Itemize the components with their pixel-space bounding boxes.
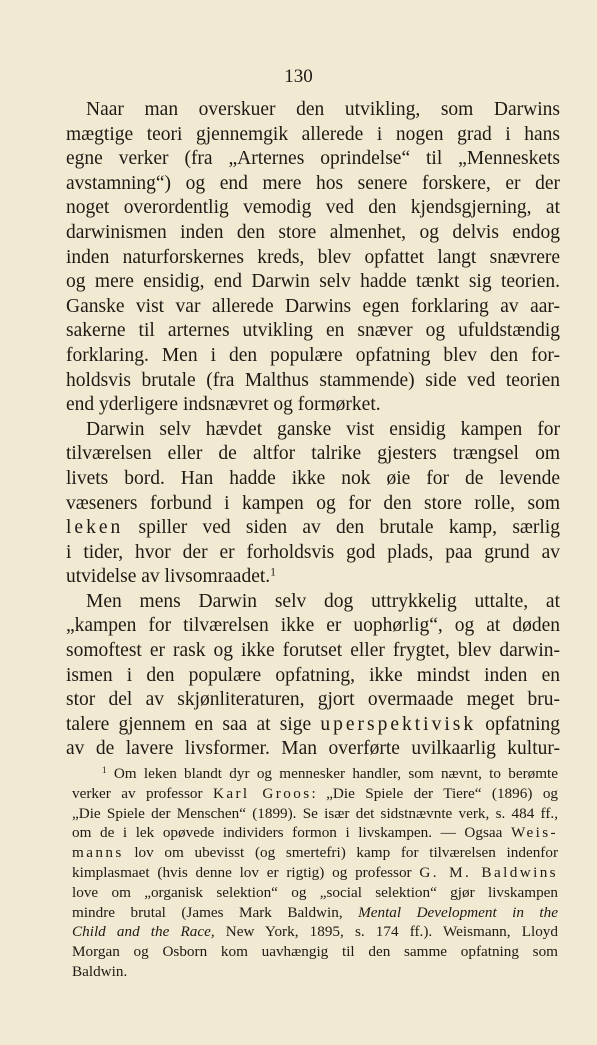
text-line: og mere ensidig, end Darwin selv hadde tænkt sig teorien. <box>66 271 560 293</box>
text-line: somoftest er rask og ikke forutset eller frygtet, blev darwin- <box>66 640 560 662</box>
text-line: egne verker (fra „Arternes oprindelse“ til „Menneskets <box>66 148 560 170</box>
footnote-line <box>72 863 558 883</box>
footnote-line <box>72 784 558 804</box>
text-line: „kampen for tilværelsen ikke er uophørlig“, og at døden <box>66 615 560 637</box>
footnote-line <box>72 903 558 923</box>
footnote <box>72 764 558 982</box>
text-line: ismen i den populære opfatning, ikke mindst inden en <box>66 664 560 686</box>
text-line <box>66 516 560 541</box>
footnote-line: love om „organisk selektion“ og „social selektion“ gjør livskampen <box>72 883 558 901</box>
text-segment: talere gjennem en saa at sige <box>66 713 321 735</box>
text-line: tilværelsen eller de altfor talrike gjesters trængsel om <box>66 443 560 465</box>
footnote-line <box>72 764 558 784</box>
text-line: Men mens Darwin selv dog uttrykkelig uttalte, at <box>86 590 560 612</box>
footnote-line <box>72 843 558 863</box>
footnote-marker: 1 <box>102 764 107 775</box>
spaced-word: Weis- <box>510 824 558 842</box>
italic-title: Child and the Race, <box>72 923 215 941</box>
text-segment: Om leken blandt dyr og mennesker handler, som nævnt, to berømte <box>106 765 558 782</box>
footnote-reference: 1 <box>270 565 276 579</box>
footnote-line <box>72 823 558 843</box>
text-segment: lov om ubevisst (og smertefri) kamp for tilværelsen indenfor <box>123 844 558 862</box>
spaced-word: uperspektivisk <box>320 713 477 735</box>
text-line <box>66 713 560 738</box>
text-line: noget overordentlig vemodig ved den kjendsgjerning, at <box>66 197 560 219</box>
text-line: Darwin selv hævdet ganske vist ensidig kampen for <box>86 418 560 440</box>
spaced-word: Karl Groos <box>212 784 312 802</box>
text-line: væseners forbund i kampen og for den store rolle, som <box>66 492 560 514</box>
text-segment: utvidelse av livsomraadet. <box>66 566 271 588</box>
text-line: holdsvis brutale (fra Malthus stammende) side ved teorien <box>66 369 560 391</box>
text-segment: verker av professor <box>72 784 213 802</box>
main-text <box>66 98 560 762</box>
text-segment: opfatning <box>476 713 560 735</box>
text-segment: kimplasmaet (hvis denne lov er rigtig) og professor <box>72 863 420 881</box>
text-line: end yderligere indsnævret og formørket. <box>66 394 381 416</box>
text-line: stor del av skjønliteraturen, gjort overmaade meget bru- <box>66 689 560 711</box>
footnote-line: Baldwin. <box>72 962 128 980</box>
text-segment: New York, 1895, s. 174 ff.). Weismann, Lloyd <box>214 923 558 941</box>
text-segment: spiller ved siden av den brutale kamp, særlig <box>123 517 560 539</box>
text-line: i tider, hvor der er forholdsvis god plads, paa grund av <box>66 541 560 563</box>
text-segment: mindre brutal (James Mark Baldwin, <box>72 903 359 921</box>
text-line: avstamning“) og end mere hos senere forskere, er der <box>66 172 560 194</box>
text-line: inden naturforskernes kreds, blev opfattet langt snævrere <box>66 246 560 268</box>
spaced-word: G. M. Baldwins <box>419 863 558 881</box>
text-line: darwinismen inden den store almenhet, og delvis endog <box>66 221 560 243</box>
footnote-line: „Die Spiele der Menschen“ (1899). Se især det sidstnævnte verk, s. 484 ff., <box>72 804 558 822</box>
italic-title: Mental Development in the <box>358 903 558 921</box>
text-segment: om de i lek opøvede individers formon i livskampen. — Ogsaa <box>72 824 511 842</box>
text-line: mægtige teori gjennemgik allerede i nogen grad i hans <box>66 123 560 145</box>
text-line <box>66 565 560 590</box>
page-number: 130 <box>284 66 313 87</box>
text-line: forklaring. Men i den populære opfatning blev den for- <box>66 344 560 366</box>
footnote-line <box>72 922 558 942</box>
text-line: av de lavere livsformer. Man overførte uvilkaarlig kultur- <box>66 738 560 760</box>
text-line: sakerne til arternes utvikling en snæver og ufuldstændig <box>66 320 560 342</box>
text-line: livets bord. Han hadde ikke nok øie for de levende <box>66 467 560 489</box>
spaced-word: leken <box>66 517 124 539</box>
spaced-word: manns <box>72 844 124 862</box>
text-line: Ganske vist var allerede Darwins egen forklaring av aar- <box>66 295 560 317</box>
footnote-line: Morgan og Osborn kom uavhængig til den samme opfatning som <box>72 943 558 961</box>
text-segment: : „Die Spiele der Tiere“ (1896) og <box>311 784 559 802</box>
text-line: Naar man overskuer den utvikling, som Darwins <box>86 99 560 120</box>
